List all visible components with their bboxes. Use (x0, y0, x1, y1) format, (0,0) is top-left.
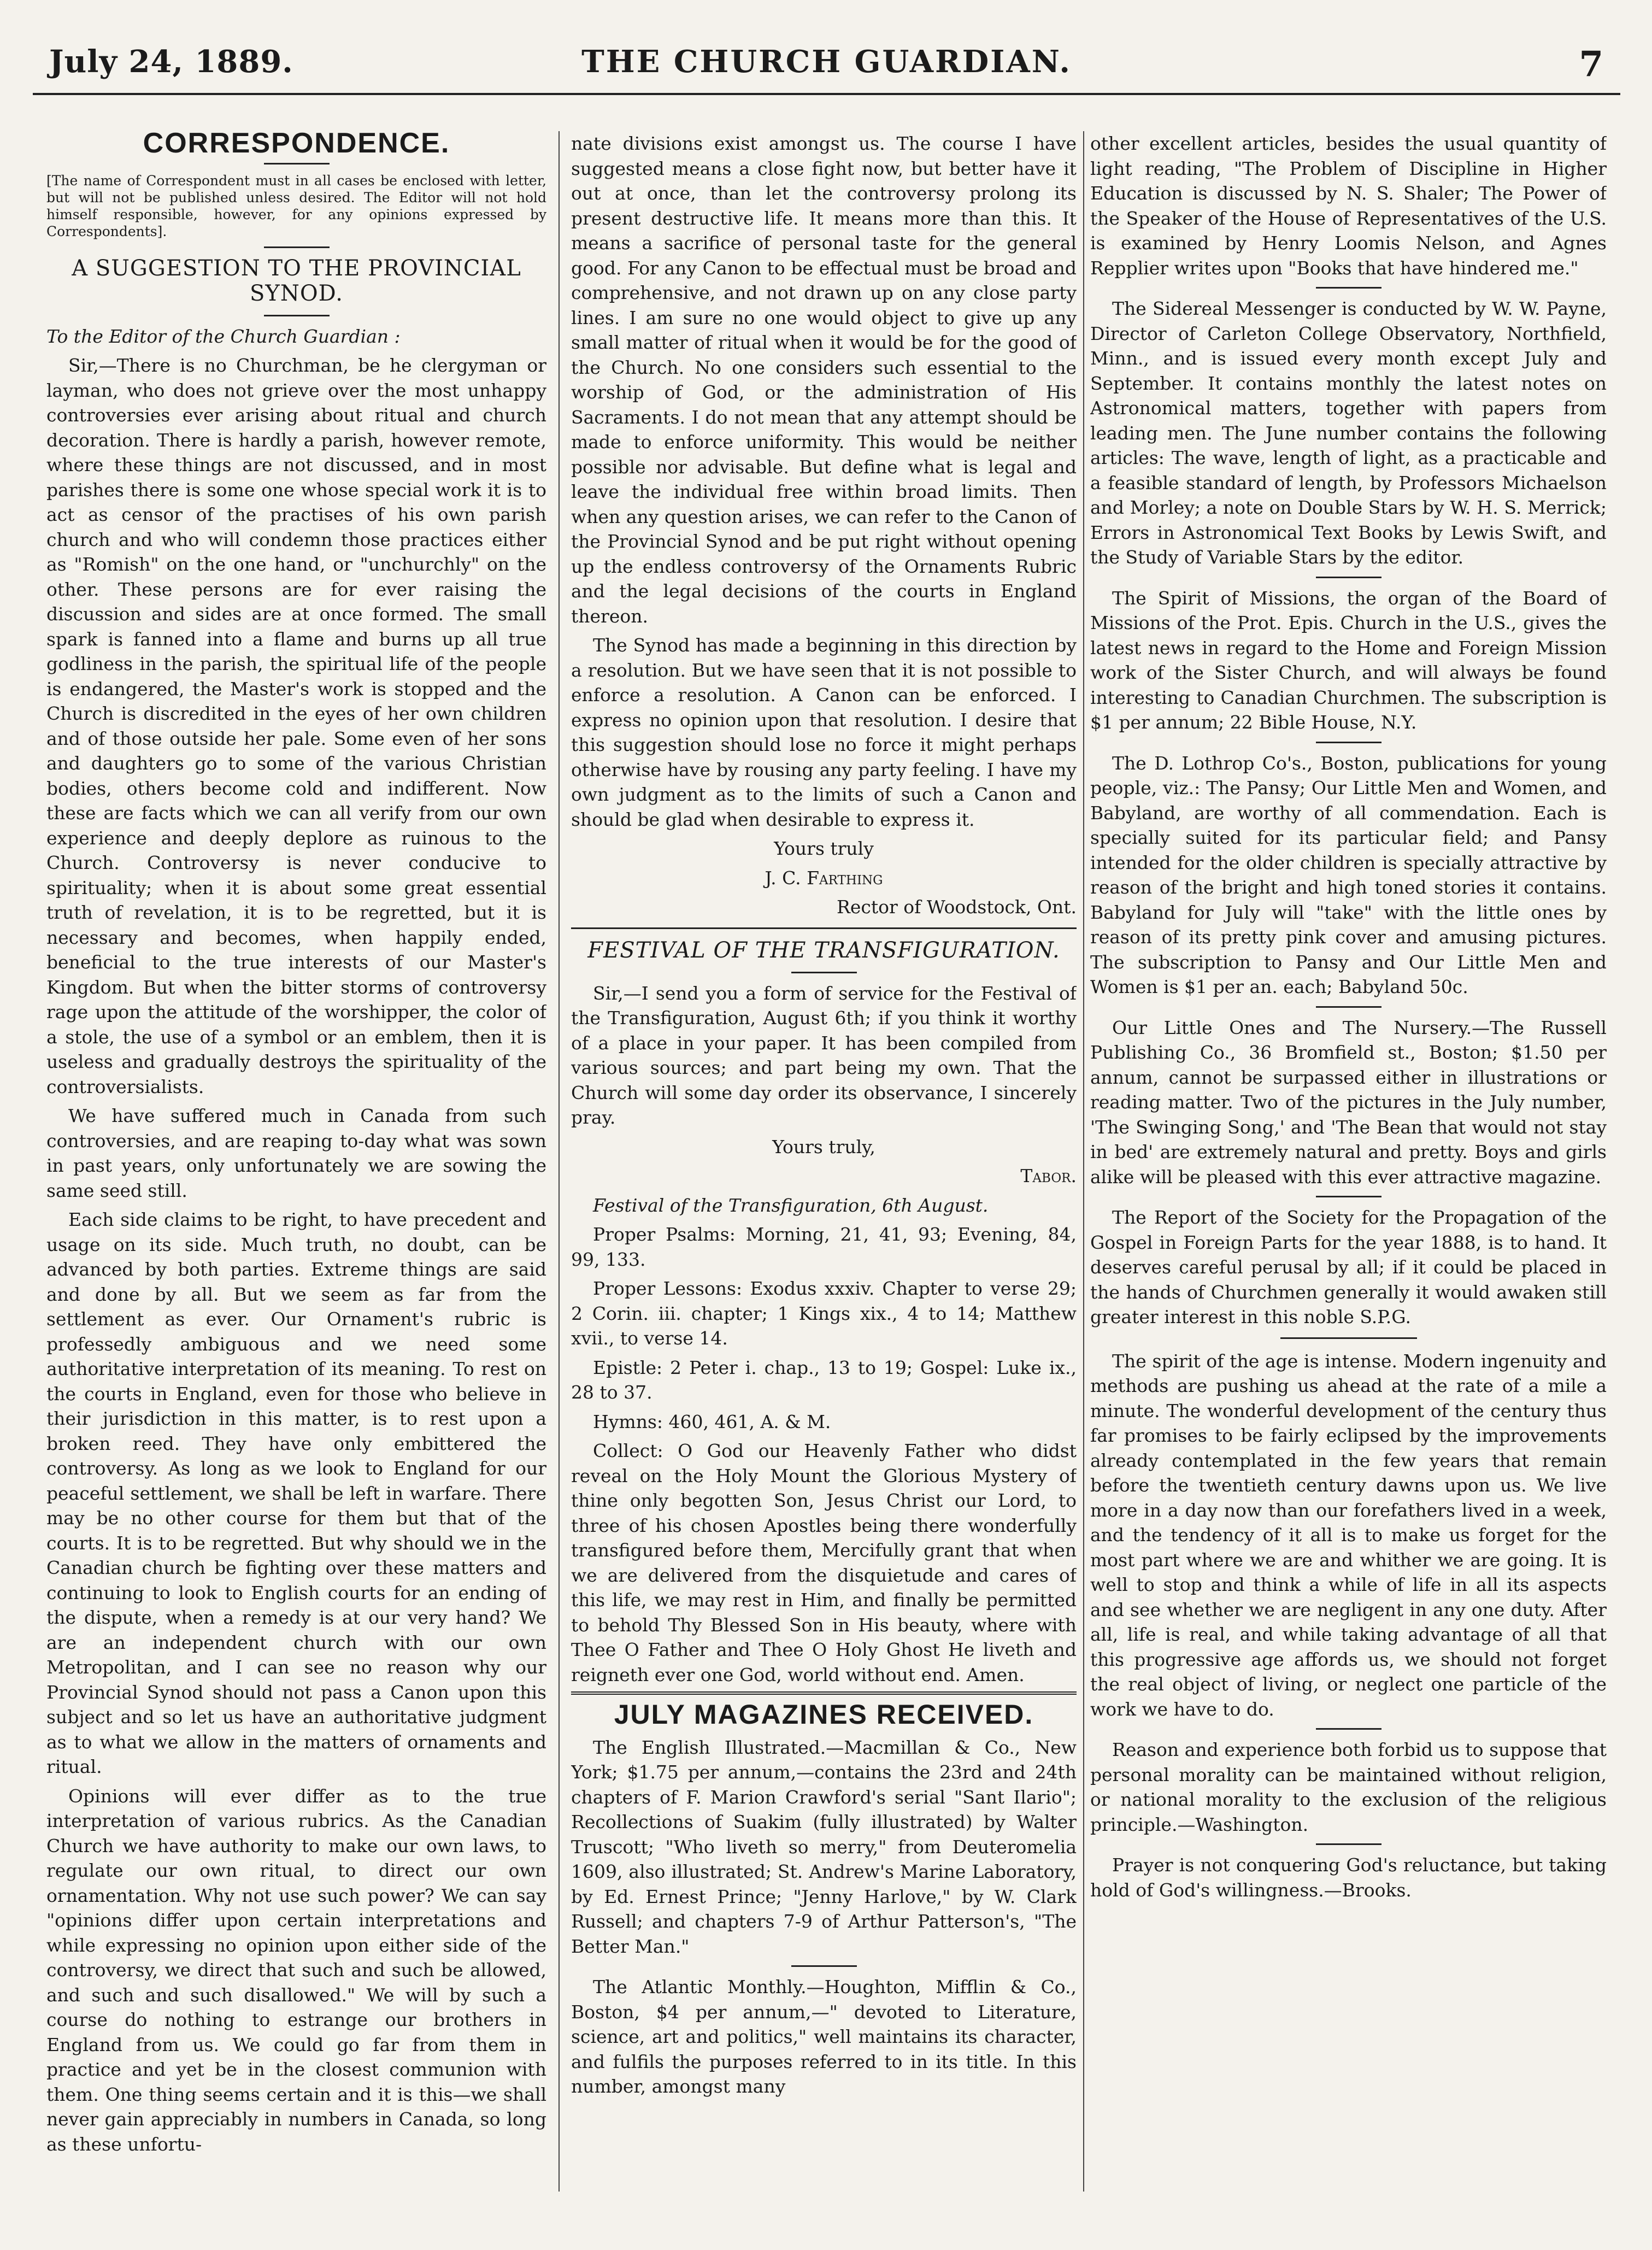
paragraph: The spirit of the age is intense. Modern ingenuity and methods are pushing us ahead at the rate of a mile a minute. The wonderful development of the century thus far promises to be fairly eclipsed by the improvements already contemplated in the few years that remain before the twentieth century dawns upon us. We live more in a day now than our forefathers lived in a week, and the tendency of it all is to make us forget for the most part where we are and whither we are going. It is well to stop and think a while of life in all its aspects and see whether we are negligent in any one duty. After all, life is real, and while taking advantage of all that this progressive age affords us, we should not forget the real object of living, or neglect one particle of the work we have to do. (1090, 1350, 1607, 1720)
paragraph: Hymns: 460, 461, A. & M. (593, 1411, 831, 1432)
editorial-note: [The name of Correspondent must in all cases be enclosed with letter, but will not be published unless desired. The Editor will not hold himself responsible, however, for any opinions expressed by Correspondents]. (46, 172, 546, 239)
paragraph: Opinions will ever differ as to the true interpretation of various rubrics. As the Canadian Church we have authority to make our own laws, to regulate our own ritual, to direct our own ornamentation. Why not use such power? We can say "opinions differ upon certain interpretations and while expressing no opinion upon either side of the controversy, we direct that such and such be allowed, and such and such disallowed." We will by such a course do nothing to estrange our brothers in England from us. We could go far from them in practice and yet be in the closest communion with them. One thing seems certain and it is this—we shall never gain appreciably in numbers in Canada, so long as these unfortu- (46, 1785, 546, 2155)
paragraph: other excellent articles, besides the usual quantity of light reading, "The Problem of Discipline in Higher Education is discussed by N. S. Shaler; The Power of the Speaker of the House of Representatives of the U.S. is examined by Henry Loomis Nelson, and Agnes Repplier writes upon "Books that have hindered me." (1090, 133, 1607, 279)
divider (1316, 1728, 1381, 1730)
divider (571, 927, 1077, 929)
divider (1316, 1006, 1381, 1008)
divider (264, 315, 330, 316)
divider (1316, 1843, 1381, 1845)
paragraph: Proper Psalms: Morning, 21, 41, 93; Evening, 84, 99, 133. (571, 1224, 1077, 1270)
paragraph: nate divisions exist amongst us. The course I have suggested means a close fight now, but better have it out at once, than let the controversy prolong its present destructive life. It means more than this. It means a sacrifice of personal taste for the general good. For any Canon to be effectual must be broad and comprehensive, and not drawn up on any close party lines. I am sure no one would object to give up any small matter of ritual when it would be for the good of the Church. No one considers such essential to the worship of God, or the administration of His Sacraments. I do not mean that any attempt should be made to enforce uniformity. This would be neither possible nor advisable. But define what is legal and leave the individual free within broad limits. Then when any question arises, we can refer to the Canon of the Provincial Synod and be put right without opening up the endless controversy of the Ornaments Rubric and the legal decisions of the courts in England thereon. (571, 133, 1077, 627)
page-header (33, 44, 1620, 95)
paragraph: The D. Lothrop Co's., Boston, publications for young people, viz.: The Pansy; Our Little Men and Women, and Babyland, are worthy of all commendation. Each is specially suited for its particular field; and Pansy intended for the older children is specially attractive by reason of the bright and high toned stories it contains. Babyland for July will "take" with the little ones by reason of its pretty pink cover and amusing pictures. The subscription to Pansy and Our Little Men and Women is $1 per an. each; Babyland 50c. (1090, 752, 1607, 997)
divider (1316, 742, 1381, 743)
paragraph: Epistle: 2 Peter i. chap., 13 to 19; Gospel: Luke ix., 28 to 37. (571, 1356, 1077, 1403)
issue-date: July 24, 1889. (49, 44, 293, 80)
column-divider (558, 131, 560, 2192)
divider (1280, 1337, 1417, 1339)
divider (1316, 1196, 1381, 1197)
letter-closing: Yours truly, (772, 1136, 875, 1158)
article-title: A SUGGESTION TO THE PROVINCIAL SYNOD. (72, 255, 521, 306)
column-divider (1083, 131, 1084, 2192)
subheading: Festival of the Transfiguration, 6th August. (593, 1194, 989, 1216)
newspaper-title: THE CHURCH GUARDIAN. (581, 44, 1072, 80)
section-heading-magazines: JULY MAGAZINES RECEIVED. (571, 1691, 1077, 1728)
paragraph: We have suffered much in Canada from such controversies, and are reaping to-day what was sown in past years, only unfortunately we are sowing the same seed still. (46, 1105, 546, 1201)
paragraph: The Sidereal Messenger is conducted by W. W. Payne, Director of Carleton College Observatory, Northfield, Minn., and is issued every month except July and September. It contains monthly the latest notes on Astronomical matters, together with papers from leading men. The June number contains the following articles: The wave, length of light, as a practicable and a feasible standard of length, by Professors Michaelson and Morley; a note on Double Stars by W. H. S. Merrick; Errors in Astronomical Text Books by Lewis Swift, and the Study of Variable Stars by the editor. (1090, 298, 1607, 568)
signature-title: Rector of Woodstock, Ont. (837, 896, 1077, 918)
divider (264, 163, 330, 165)
paragraph: The Synod has made a beginning in this direction by a resolution. But we have seen that it is not possible to enforce a resolution. A Canon can be enforced. I express no opinion upon that resolution. I desire that this suggestion should lose no force it might perhaps otherwise have by rousing any party feeling. I have my own judgment as to the limits of such a Canon and should be glad when desirable to express it. (571, 635, 1077, 830)
paragraph: Reason and experience both forbid us to suppose that personal morality can be maintained without religion, or national morality to the exclusion of the religious principle.—Washington. (1090, 1739, 1607, 1835)
column-3 (1090, 131, 1607, 2192)
column-2 (571, 131, 1077, 2192)
paragraph: Proper Lessons: Exodus xxxiv. Chapter to verse 29; 2 Corin. iii. chapter; 1 Kings xix., 4 to 14; Matthew xvii., to verse 14. (571, 1278, 1077, 1349)
paragraph: Sir,—There is no Churchman, be he clergyman or layman, who does not grieve over the most unhappy controversies ever arising about ritual and church decoration. There is hardly a parish, however remote, where these things are not discussed, and in most parishes there is some one whose special work it is to act as censor of the practises of his own parish church and who will condemn those practices either as "Romish" on the one hand, or "unchurchly" on the other. These persons are for ever raising the discussion and sides are at once formed. The small spark is fanned into a flame and burns up all true godliness in the parish, the spiritual life of the people is endangered, the Master's work is stopped and the Church is discredited in the eyes of her own children and of those outside her pale. Some even of her sons and daughters go to some of the various Christian bodies, others become cold and indifferent. Now these are facts which we can all verify from our own experience and deeply deplore as ruinous to the Church. Controversy is never conducive to spirituality; when it is about some great essential truth of revelation, it is to be regretted, but it is necessary and becomes, when happily ended, beneficial to the true interests of our Master's Kingdom. But when the bitter storms of controversy rage upon the attitude of the worshipper, the color of a stole, the use of a symbol or an emblem, then it is useless and gradually destroys the spirituality of the controversialists. (46, 355, 546, 1097)
divider (1316, 577, 1381, 578)
paragraph: Each side claims to be right, to have precedent and usage on its side. Much truth, no doubt, can be advanced by both parties. Extreme things are said and done by all. But we seem as far from the settlement as ever. Our Ornament's rubric is professedly ambiguous and we need some authoritative interpretation of its meaning. To rest on the courts in England, even for those who believe in their jurisdiction in this matter, is to rest upon a broken reed. They have only embittered the controversy. As long as we look to England for our peaceful settlement, we shall be left in warfare. There may be no other course for them but that of the courts. It is to be regretted. But why should we in the Canadian church be fighting over these matters and continuing to look to English courts for an ending of the dispute, when a remedy is at our very hand? We are an independent church with our own Metropolitan, and I can see no reason why our Provincial Synod should not pass a Canon upon this subject and so let us have an authoritative judgment as to what we allow in the matters of ornaments and ritual. (46, 1209, 546, 1777)
divider (1316, 287, 1381, 289)
letter-closing: Yours truly (774, 838, 874, 859)
letter-signature: Tabor. (1020, 1165, 1077, 1186)
divider (791, 972, 857, 973)
paragraph: The Report of the Society for the Propagation of the Gospel in Foreign Parts for the year 1888, is to hand. It deserves careful perusal by all; if it could be placed in the hands of Churchmen generally it would awaken still greater interest in this noble S.P.G. (1090, 1207, 1607, 1327)
paragraph: Sir,—I send you a form of service for the Festival of the Transfiguration, August 6th; if you think it worthy of a place in your paper. It has been compiled from various sources; and part being my own. That the Church will some day order its observance, I sincerely pray. (571, 982, 1077, 1128)
article-title: FESTIVAL OF THE TRANSFIGURATION. (587, 937, 1060, 963)
section-heading-correspondence: CORRESPONDENCE. (143, 131, 450, 159)
paragraph: The English Illustrated.—Macmillan & Co., New York; $1.75 per annum,—contains the 23rd and 24th chapters of F. Marion Crawford's serial "Sant Ilario"; Recollections of Suakim (fully illustrated) by Walter Truscott; "Who liveth so merry," from Deuteromelia 1609, also illustrated; St. Andrew's Marine Laboratory, by Ed. Ernest Prince; "Jenny Harlove," by W. Clark Russell; and chapters 7-9 of Arthur Patterson's, "The Better Man." (571, 1736, 1077, 1957)
page-number: 7 (1579, 44, 1604, 85)
salutation: To the Editor of the Church Guardian : (46, 325, 401, 347)
letter-signature: J. C. Farthing (765, 867, 883, 889)
divider (791, 1965, 857, 1967)
divider (264, 246, 330, 248)
column-1 (46, 131, 546, 2192)
paragraph: The Spirit of Missions, the organ of the Board of Missions of the Prot. Epis. Church in the U.S., gives the latest news in regard to the Home and Foreign Mission work of the Sister Church, and will always be found interesting to Canadian Churchmen. The subscription is $1 per annum; 22 Bible House, N.Y. (1090, 587, 1607, 733)
paragraph: The Atlantic Monthly.—Houghton, Mifflin & Co., Boston, $4 per annum,—" devoted to Literature, science, art and politics," well maintains its character, and fulfils the purposes referred to in its title. In this number, amongst many (571, 1976, 1077, 2097)
paragraph: Our Little Ones and The Nursery.—The Russell Publishing Co., 36 Bromfield st., Boston; $1.50 per annum, cannot be surpassed either in illustrations or reading matter. Two of the pictures in the July number, 'The Swinging Song,' and 'The Bean that would not stay in bed' are extremely natural and pretty. Boys and girls alike will be pleased with this ever attractive magazine. (1090, 1017, 1607, 1188)
paragraph: Collect: O God our Heavenly Father who didst reveal on the Holy Mount the Glorious Mystery of thine only begotten Son, Jesus Christ our Lord, to three of his chosen Apostles being there wonderfully transfigured before them, Mercifully grant that when we are delivered from the disquietude and cares of this life, we may rest in Him, and finally be permitted to behold Thy Blessed Son in His beauty, where with Thee O Father and Thee O Holy Ghost He liveth and reigneth ever one God, world without end. Amen. (571, 1440, 1077, 1685)
paragraph: Prayer is not conquering God's reluctance, but taking hold of God's willingness.—Brooks. (1090, 1854, 1607, 1901)
